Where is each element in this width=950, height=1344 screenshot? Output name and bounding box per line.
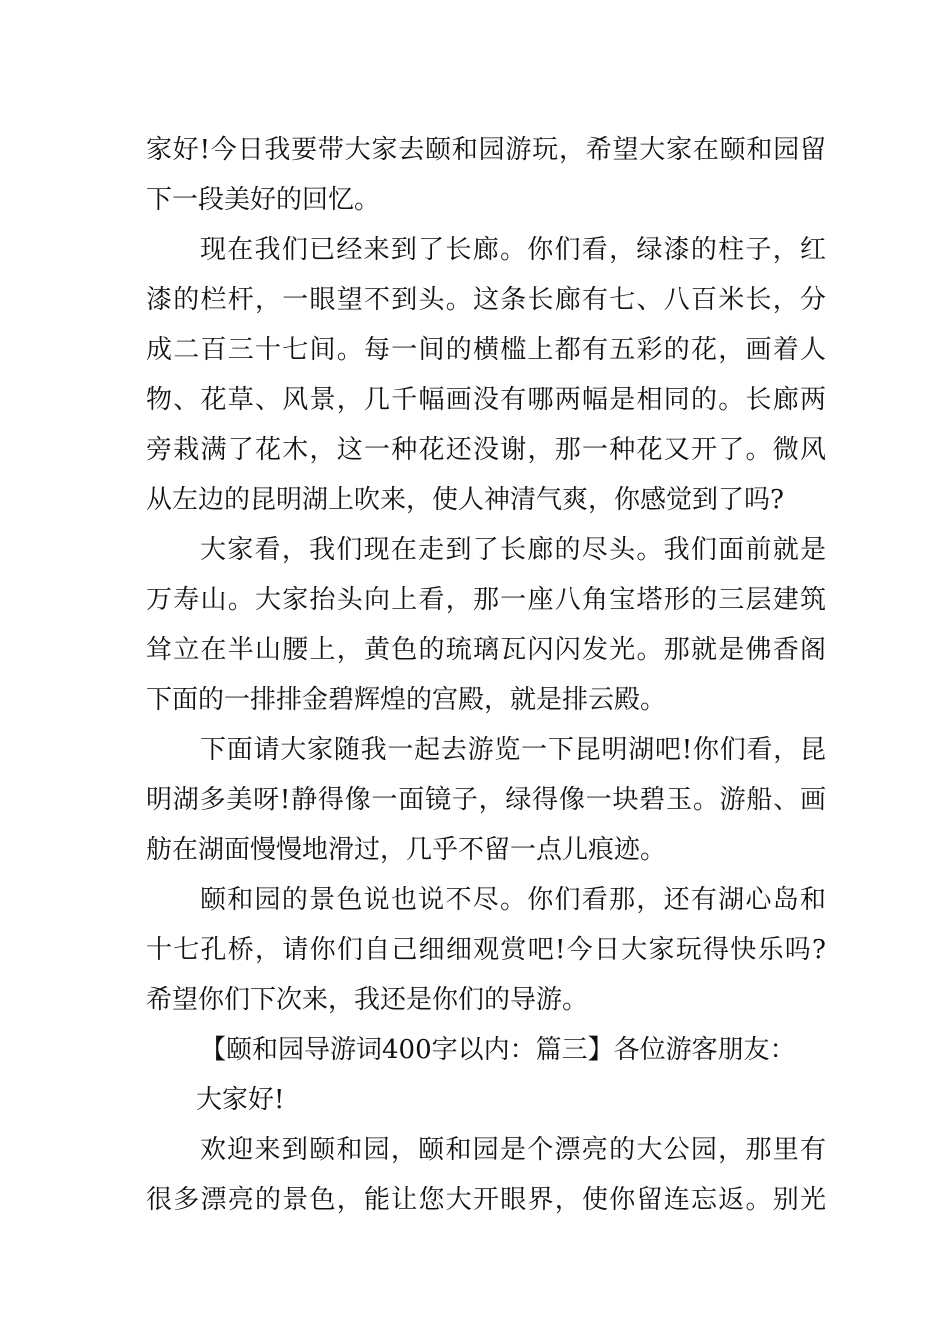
text-line-6: 物、花草、风景，几千幅画没有哪两幅是相同的。长廊两	[146, 385, 826, 415]
text-line-22: 很多漂亮的景色，能让您大开眼界，使你留连忘返。别光	[146, 1185, 826, 1215]
text-line-5: 成二百三十七间。每一间的横槛上都有五彩的花，画着人	[146, 335, 826, 365]
text-line-13: 下面请大家随我一起去游览一下昆明湖吧!你们看，昆	[200, 735, 826, 765]
text-line-3: 现在我们已经来到了长廊。你们看，绿漆的柱子，红	[200, 235, 826, 265]
greeting-line: 大家好!	[196, 1085, 285, 1115]
text-line-12: 下面的一排排金碧辉煌的宫殿，就是排云殿。	[146, 685, 667, 715]
text-line-21: 欢迎来到颐和园，颐和园是个漂亮的大公园，那里有	[200, 1135, 826, 1165]
text-line-15: 舫在湖面慢慢地滑过，几乎不留一点儿痕迹。	[146, 835, 667, 865]
text-line-11: 耸立在半山腰上，黄色的琉璃瓦闪闪发光。那就是佛香阁	[146, 635, 826, 665]
text-line-16: 颐和园的景色说也说不尽。你们看那，还有湖心岛和	[200, 885, 826, 915]
text-line-9: 大家看，我们现在走到了长廊的尽头。我们面前就是	[200, 535, 826, 565]
text-line-4: 漆的栏杆，一眼望不到头。这条长廊有七、八百米长，分	[146, 285, 826, 315]
section-heading: 【颐和园导游词400字以内：篇三】各位游客朋友：	[200, 1035, 796, 1065]
text-line-2: 下一段美好的回忆。	[146, 185, 381, 215]
text-line-17: 十七孔桥，请你们自己细细观赏吧!今日大家玩得快乐吗?	[146, 935, 826, 965]
text-line-14: 明湖多美呀!静得像一面镜子，绿得像一块碧玉。游船、画	[146, 785, 826, 815]
text-line-7: 旁栽满了花木，这一种花还没谢，那一种花又开了。微风	[146, 435, 826, 465]
text-line-18: 希望你们下次来，我还是你们的导游。	[146, 985, 589, 1015]
text-line-8: 从左边的昆明湖上吹来，使人神清气爽，你感觉到了吗?	[146, 485, 784, 515]
text-line-1: 家好!今日我要带大家去颐和园游玩，希望大家在颐和园留	[146, 135, 826, 165]
text-line-10: 万寿山。大家抬头向上看，那一座八角宝塔形的三层建筑	[146, 585, 826, 615]
